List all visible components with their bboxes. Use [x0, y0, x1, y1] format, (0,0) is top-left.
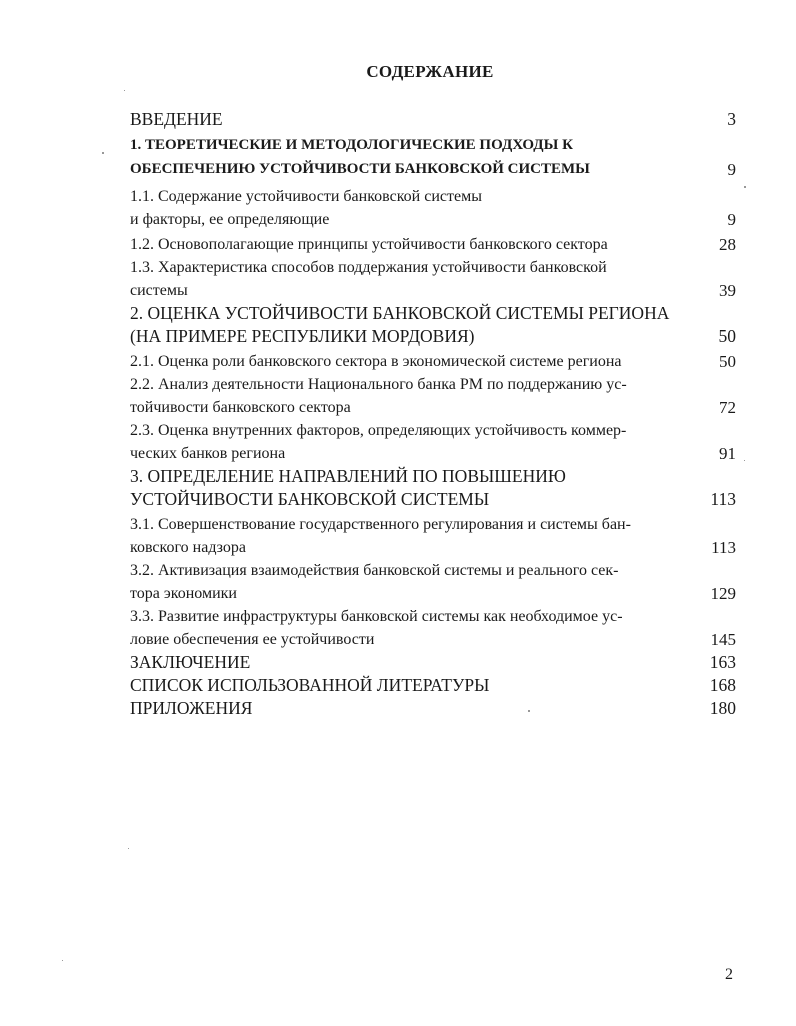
- toc-entry-page: 39: [719, 281, 736, 300]
- toc-entry-line: 1.1. Содержание устойчивости банковской системы: [130, 188, 482, 205]
- toc-entry-section-3-1: [130, 513, 736, 559]
- toc-entry-section-1-1: [130, 185, 736, 231]
- toc-entry-appendices: [130, 697, 736, 720]
- toc-entry-page: 129: [710, 584, 736, 603]
- toc-entry-page: 113: [710, 489, 736, 509]
- toc-entry-text: [130, 465, 682, 511]
- toc-entry-text: [130, 302, 682, 348]
- toc-entry-page: 145: [710, 630, 736, 649]
- toc-entry-line: ковского надзора: [130, 539, 246, 556]
- toc-entry-introduction: [130, 108, 736, 131]
- toc-entry-line: 3.3. Развитие инфраструктуры банковской системы как необходимое ус-: [130, 608, 623, 625]
- table-of-contents: [130, 108, 736, 720]
- toc-entry-page: 163: [709, 652, 736, 672]
- toc-entry-text: [130, 373, 682, 419]
- toc-entry-page: 113: [711, 538, 736, 557]
- toc-entry-text: [130, 256, 682, 302]
- scan-speck: [744, 460, 745, 461]
- scan-speck: [102, 152, 104, 154]
- toc-entry-line: ловие обеспечения ее устойчивости: [130, 631, 375, 648]
- toc-entry-line: (НА ПРИМЕРЕ РЕСПУБЛИКИ МОРДОВИЯ): [130, 326, 475, 346]
- toc-entry-text: [130, 697, 682, 720]
- toc-entry-section-3-2: [130, 559, 736, 605]
- toc-entry-text: [130, 419, 682, 465]
- toc-entry-text: [130, 350, 682, 373]
- toc-entry-line: 2.1. Оценка роли банковского сектора в экономической системе региона: [130, 353, 622, 370]
- toc-entry-section-3-3: [130, 605, 736, 651]
- toc-entry-line: УСТОЙЧИВОСТИ БАНКОВСКОЙ СИСТЕМЫ: [130, 489, 490, 509]
- toc-entry-line: системы: [130, 282, 188, 299]
- toc-entry-line: 2.2. Анализ деятельности Национального банка РМ по поддержанию ус-: [130, 376, 627, 393]
- toc-entry-section-1-2: [130, 233, 736, 256]
- toc-entry-text: [130, 133, 682, 181]
- toc-entry-text: [130, 651, 682, 674]
- toc-entry-page: 28: [719, 235, 736, 254]
- toc-entry-line: тойчивости банковского сектора: [130, 399, 351, 416]
- toc-entry-text: [130, 185, 682, 231]
- toc-entry-chapter-2: [130, 302, 736, 348]
- toc-entry-section-2-3: [130, 419, 736, 465]
- toc-entry-page: 9: [727, 160, 736, 179]
- toc-entry-line: 1. ТЕОРЕТИЧЕСКИЕ И МЕТОДОЛОГИЧЕСКИЕ ПОДХОДЫ К: [130, 137, 573, 153]
- toc-entry-line: 3. ОПРЕДЕЛЕНИЕ НАПРАВЛЕНИЙ ПО ПОВЫШЕНИЮ: [130, 466, 566, 486]
- toc-entry-page: 168: [709, 675, 736, 695]
- scan-speck: [128, 848, 129, 849]
- toc-entry-chapter-1: [130, 133, 736, 181]
- toc-entry-section-2-2: [130, 373, 736, 419]
- scan-speck: [528, 710, 530, 712]
- toc-entry-references: [130, 674, 736, 697]
- scan-speck: [62, 960, 63, 961]
- toc-entry-line: ПРИЛОЖЕНИЯ: [130, 698, 253, 718]
- toc-entry-line: ОБЕСПЕЧЕНИЮ УСТОЙЧИВОСТИ БАНКОВСКОЙ СИСТЕМЫ: [130, 161, 590, 177]
- toc-entry-conclusion: [130, 651, 736, 674]
- toc-entry-page: 50: [719, 352, 736, 371]
- toc-entry-text: [130, 513, 682, 559]
- toc-entry-line: ческих банков региона: [130, 445, 286, 462]
- toc-entry-text: [130, 559, 682, 605]
- toc-entry-chapter-3: [130, 465, 736, 511]
- toc-entry-page: 9: [727, 210, 736, 229]
- toc-entry-line: ВВЕДЕНИЕ: [130, 109, 223, 129]
- toc-entry-line: 1.3. Характеристика способов поддержания устойчивости банковской: [130, 259, 607, 276]
- toc-entry-line: 2. ОЦЕНКА УСТОЙЧИВОСТИ БАНКОВСКОЙ СИСТЕМЫ РЕГИОНА: [130, 303, 670, 323]
- toc-entry-line: 1.2. Основополагающие принципы устойчивости банковского сектора: [130, 236, 608, 253]
- page-number: 2: [725, 966, 733, 983]
- toc-entry-line: 3.2. Активизация взаимодействия банковской системы и реального сек-: [130, 562, 619, 579]
- toc-entry-text: [130, 605, 682, 651]
- toc-entry-page: 91: [719, 444, 736, 463]
- toc-entry-line: тора экономики: [130, 585, 237, 602]
- toc-entry-line: СПИСОК ИСПОЛЬЗОВАННОЙ ЛИТЕРАТУРЫ: [130, 675, 490, 695]
- toc-entry-page: 3: [727, 109, 736, 129]
- scan-speck: [124, 90, 125, 91]
- scan-speck: [744, 186, 746, 188]
- toc-entry-text: [130, 233, 682, 256]
- toc-entry-line: 2.3. Оценка внутренних факторов, определяющих устойчивость коммер-: [130, 422, 627, 439]
- toc-entry-page: 50: [718, 326, 736, 346]
- toc-entry-line: ЗАКЛЮЧЕНИЕ: [130, 652, 251, 672]
- page-title: СОДЕРЖАНИЕ: [366, 62, 494, 81]
- toc-entry-page: 180: [709, 698, 736, 718]
- toc-entry-page: 72: [719, 398, 736, 417]
- toc-entry-line: и факторы, ее определяющие: [130, 211, 330, 228]
- toc-entry-text: [130, 108, 682, 131]
- toc-entry-line: 3.1. Совершенствование государственного регулирования и системы бан-: [130, 516, 631, 533]
- toc-entry-section-1-3: [130, 256, 736, 302]
- toc-entry-text: [130, 674, 682, 697]
- toc-entry-section-2-1: [130, 350, 736, 373]
